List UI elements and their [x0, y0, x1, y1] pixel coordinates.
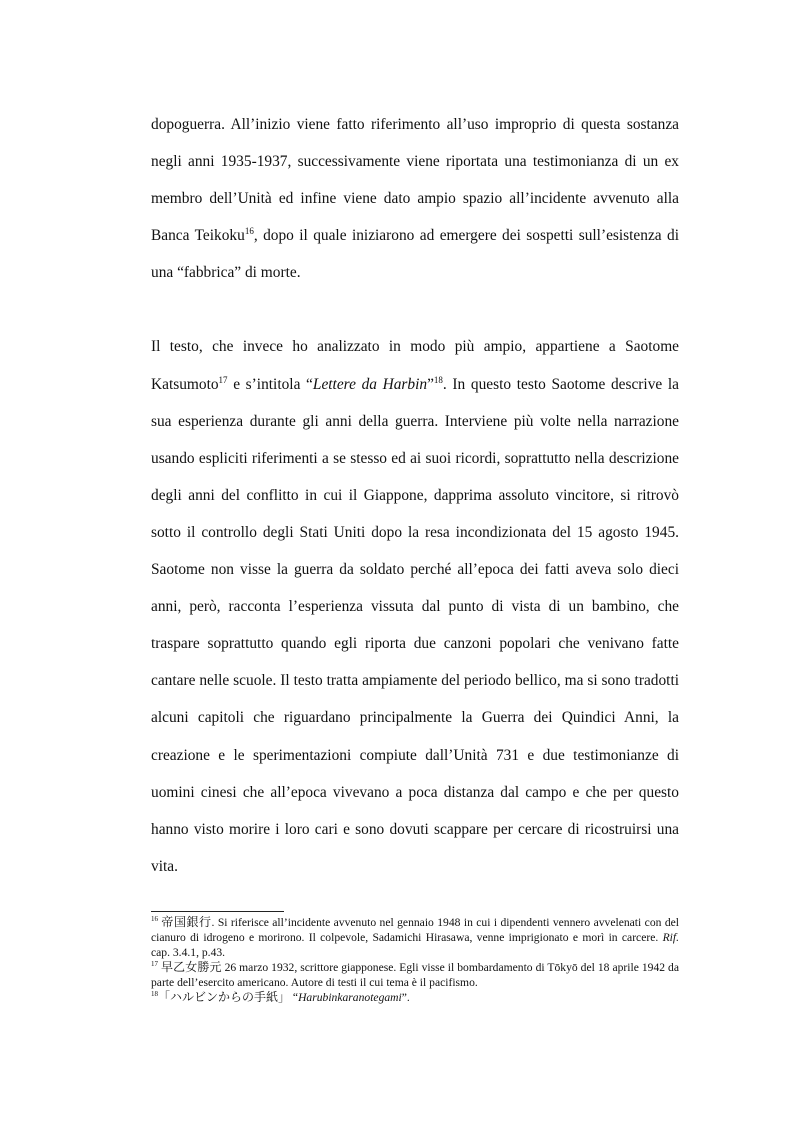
paragraph-1-text-b: , dopo il quale iniziarono ad emergere dei sospetti sull’esistenza di una “fabbrica” di morte. — [151, 227, 679, 282]
paragraph-2-text-b: e s’intitola “ — [227, 375, 313, 393]
main-text — [151, 106, 679, 885]
paragraph-2-text-a: Il testo, che invece ho analizzato in modo più ampio, appartiene a Saotome Katsumoto — [151, 338, 679, 393]
footnote-number: 18 — [151, 990, 158, 999]
footnotes — [151, 915, 679, 1006]
footnote-text: ”. — [401, 991, 410, 1005]
paragraph-2-text-d: . In questo testo Saotome descrive la sua esperienza durante gli anni della guerra. Interviene più volte nella narrazione usando espliciti riferimenti a se stesso ed ai suoi ricordi, soprattutto nella descrizione degli anni del conflitto in cui il Giappone, dapprima assoluto vincitore, si ritrovò sotto il controllo degli Stati Uniti dopo la resa incondizionata del 15 agosto 1945. Saotome non visse la guerra da soldato perché all’epoca dei fatti aveva solo dieci anni, però, racconta l’esperienza vissuta dal punto di vista di un bambino, che traspare soprattutto quando egli riporta due canzoni popolari che venivano fatte cantare nelle scuole. Il testo tratta ampiamente del periodo bellico, ma si sono tradotti alcuni capitoli che riguardano principalmente la Guerra dei Quindici Anni, la creazione e le sperimentazioni compiute dall’Unità 731 e due testimonianze di uomini cinesi che all’epoca vivevano a poca distanza dal campo e che per questo hanno visto morire i loro cari e sono dovuti scappare per cercare di ricostruirsi una vita. — [151, 375, 680, 875]
footnote-17 — [151, 960, 679, 990]
paragraph-2 — [151, 328, 679, 884]
footnote-japanese: 早乙女勝元 — [161, 960, 222, 975]
footnote-text: cap. 3.4.1, p.43. — [151, 946, 226, 960]
paragraph-1 — [151, 106, 679, 291]
footnote-number: 17 — [151, 960, 158, 969]
footnote-ref-18[interactable]: 18 — [433, 374, 443, 385]
footnote-text: . Si riferisce all’incidente avvenuto nel gennaio 1948 in cui i dipendenti vennero avvelenati con del cianuro di idrogeno e morirono. Il colpevole, Sadamichi Hirasawa, venne imprigionato e morì in carcere. — [151, 916, 679, 945]
footnote-18 — [151, 990, 679, 1005]
footnote-italic: Rif. — [662, 931, 679, 945]
footnote-italic: Harubinkaranotegami — [298, 991, 402, 1005]
footnote-number: 16 — [151, 915, 158, 924]
footnote-japanese: 「ハルビンからの手紙」 — [158, 990, 291, 1005]
footnote-ref-16[interactable]: 16 — [244, 226, 254, 237]
paragraph-2-text-c: ” — [427, 375, 434, 393]
book-title: Lettere da Harbin — [312, 375, 428, 393]
footnote-japanese: 帝国銀行 — [161, 915, 212, 929]
footnote-16 — [151, 915, 679, 960]
footnote-text: 26 marzo 1932, scrittore giapponese. Egli visse il bombardamento di Tōkyō del 18 aprile 1942 da parte dell’esercito americano. Autore di testi il cui tema è il pacifismo. — [151, 961, 679, 990]
footnote-text: “ — [290, 991, 299, 1005]
footnote-ref-17[interactable]: 17 — [218, 374, 228, 385]
footnote-separator — [151, 911, 284, 912]
paragraph-1-text-a: dopoguerra. All’inizio viene fatto riferimento all’uso improprio di questa sostanza negli anni 1935-1937, successivamente viene riportata una testimonianza di un ex membro dell’Unità ed infine viene dato ampio spazio all’incidente avvenuto alla Banca Teikoku — [151, 116, 679, 245]
